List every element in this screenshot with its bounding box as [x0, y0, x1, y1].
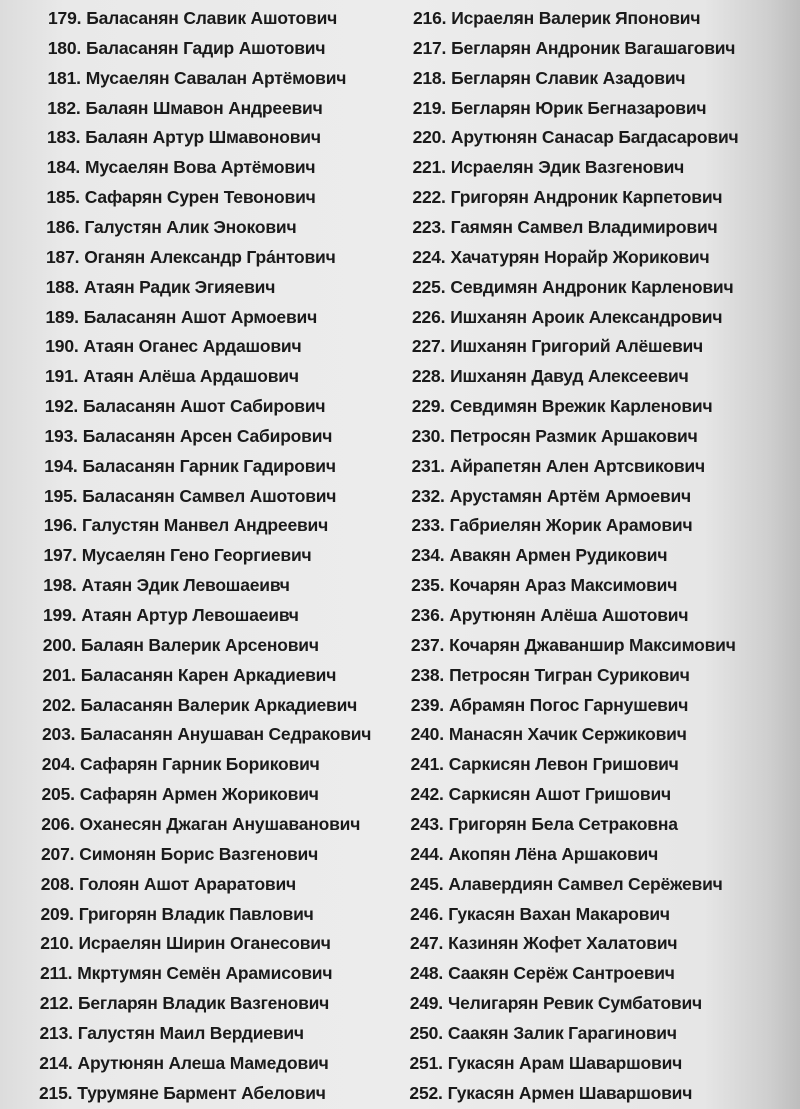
list-item [412, 331, 703, 361]
entry-number: 227. [411, 336, 446, 357]
entry-number: 226. [412, 306, 446, 327]
entry-full-name: Абрамян Погос Гарнушевич [448, 694, 689, 715]
entry-number: 185. [46, 187, 80, 208]
entry-number: 233. [411, 515, 445, 536]
entry-full-name: Авакян Армен Рудикович [449, 545, 668, 566]
entry-number: 249. [409, 993, 443, 1014]
entry-full-name: Исраелян Эдик Вазгенович [450, 157, 685, 178]
entry-number: 196. [43, 515, 78, 536]
entry-full-name: Мусаелян Савалан Артёмович [85, 67, 347, 88]
list-item [410, 899, 670, 929]
entry-number: 232. [411, 485, 445, 506]
entry-number: 229. [411, 396, 445, 417]
entry-number: 250. [409, 1022, 443, 1043]
list-item [412, 361, 689, 391]
entry-full-name: Петросян Размик Аршакович [449, 425, 698, 446]
entry-number: 186. [46, 216, 80, 237]
entry-full-name: Голоян Ашот Араратович [79, 873, 297, 894]
list-item [41, 809, 360, 839]
entry-full-name: Кочарян Араз Максимович [449, 575, 678, 596]
entry-full-name: Сафарян Гарник Борикович [80, 754, 320, 775]
entry-full-name: Арутюнян Санасар Багдасарович [450, 127, 739, 148]
entry-number: 243. [410, 813, 444, 834]
list-item [412, 272, 733, 302]
entry-number: 180. [47, 37, 82, 58]
entry-number: 214. [39, 1052, 73, 1073]
entry-number: 221. [412, 157, 446, 178]
entry-full-name: Ишханян Давуд Алексеевич [450, 366, 689, 387]
entry-number: 246. [410, 903, 444, 924]
list-item [46, 272, 275, 302]
list-item [42, 749, 320, 779]
entry-full-name: Гаямян Самвел Владимирович [450, 216, 718, 237]
list-item [46, 212, 296, 242]
entry-number: 191. [45, 366, 79, 387]
list-item [42, 690, 357, 720]
list-item [43, 630, 319, 660]
entry-number: 202. [42, 694, 76, 715]
list-item [413, 122, 739, 152]
list-item [47, 93, 322, 123]
entry-number: 215. [39, 1082, 73, 1103]
list-item [410, 928, 677, 958]
entry-number: 209. [40, 903, 74, 924]
entry-full-name: Атаян Оганес Ардашович [83, 336, 302, 357]
entry-full-name: Ишханян Ароик Александрович [450, 306, 723, 327]
list-item [411, 540, 667, 570]
entry-full-name: Петросян Тигран Сурикович [449, 664, 690, 685]
entry-full-name: Баласанян Гадир Ашотович [86, 37, 326, 58]
entry-number: 179. [48, 8, 82, 28]
entry-full-name: Хачатурян Норайр Жорикович [450, 246, 710, 267]
entry-number: 203. [42, 724, 76, 745]
entry-number: 239. [410, 694, 444, 715]
entry-number: 244. [410, 843, 444, 864]
list-item [411, 749, 679, 779]
list-item [40, 1018, 304, 1048]
entry-number: 208. [40, 873, 75, 894]
entry-number: 217. [412, 37, 447, 58]
list-item [411, 510, 692, 540]
entry-number: 184. [46, 157, 81, 178]
entry-full-name: Балаян Шмавон Андреевич [85, 97, 323, 118]
list-item [40, 928, 331, 958]
entry-full-name: Баласанян Валерик Аркадиевич [80, 694, 358, 715]
list-item [44, 510, 328, 540]
entry-full-name: Гукасян Арам Шаваршович [447, 1052, 683, 1073]
entry-full-name: Баласанян Славик Ашотович [86, 8, 338, 28]
entry-number: 204. [41, 754, 76, 775]
entry-full-name: Саркисян Ашот Гришович [448, 784, 672, 805]
list-item [44, 540, 312, 570]
entry-full-name: Исраелян Валерик Японович [451, 8, 701, 28]
list-item [411, 690, 688, 720]
entry-full-name: Севдимян Врежик Карленович [449, 396, 713, 417]
entry-full-name: Галустян Маил Вердиевич [77, 1022, 304, 1043]
entry-number: 242. [410, 784, 444, 805]
list-item [410, 1048, 683, 1078]
entry-number: 201. [42, 664, 76, 685]
entry-full-name: Челигарян Ревик Сумбатович [447, 993, 703, 1014]
entry-full-name: Бегларян Юрик Бегназарович [450, 97, 707, 118]
list-item [47, 122, 321, 152]
list-item [45, 421, 333, 451]
entry-full-name: Сафарян Армен Жорикович [79, 784, 319, 805]
entry-full-name: Ишханян Григорий Алёшевич [450, 336, 704, 357]
entry-number: 205. [41, 784, 75, 805]
entry-full-name: Григорян Бела Сетраковна [448, 813, 678, 834]
entry-full-name: Саакян Серёж Сантроевич [448, 963, 675, 984]
entry-number: 200. [42, 634, 77, 655]
list-item [410, 809, 677, 839]
entry-full-name: Галустян Алик Энокович [84, 216, 297, 237]
entry-full-name: Гукасян Вахан Макарович [448, 903, 670, 924]
entry-full-name: Саркисян Левон Гришович [448, 754, 679, 775]
entry-full-name: Симонян Борис Вазгенович [79, 843, 319, 864]
list-item [410, 958, 675, 988]
list-item [48, 63, 347, 93]
list-item [410, 839, 658, 869]
entry-full-name: Мусаелян Вова Артёмович [85, 157, 316, 178]
entry-full-name: Акопян Лёна Аршакович [448, 843, 659, 864]
entry-number: 190. [45, 336, 79, 357]
list-item [411, 570, 677, 600]
list-item [48, 3, 337, 33]
entry-number: 234. [411, 545, 445, 566]
entry-full-name: Исраелян Ширин Оганесович [78, 933, 331, 954]
list-item [412, 302, 722, 332]
list-item [41, 839, 318, 869]
list-item [409, 1078, 692, 1108]
list-item [413, 33, 735, 63]
entry-number: 210. [40, 933, 74, 954]
entry-number: 222. [412, 187, 446, 208]
entry-full-name: Бегларян Владик Вазгенович [78, 993, 330, 1014]
entry-full-name: Атаян Радик Эгияевич [84, 276, 276, 297]
list-item [41, 869, 296, 899]
list-item [412, 212, 717, 242]
list-item [412, 451, 705, 481]
list-item [48, 33, 326, 63]
list-item [43, 600, 299, 630]
list-item [47, 152, 316, 182]
list-item [411, 660, 690, 690]
entry-full-name: Мусаелян Гено Георгиевич [81, 545, 312, 566]
entry-number: 183. [47, 127, 81, 148]
entry-full-name: Манасян Хачик Сержикович [448, 724, 687, 745]
entry-number: 188. [45, 276, 80, 297]
entry-number: 192. [44, 396, 79, 417]
entry-full-name: Баласанян Анушаван Седракович [80, 724, 372, 745]
list-item [410, 869, 723, 899]
entry-full-name: Баласанян Гарник Гадирович [82, 455, 336, 476]
entry-full-name: Арутюнян Алеша Мамедович [77, 1052, 329, 1073]
list-item [45, 391, 326, 421]
entry-full-name: Саакян Залик Гарагинович [447, 1022, 677, 1043]
list-item [41, 899, 314, 929]
entry-number: 181. [47, 67, 81, 88]
entry-full-name: Бегларян Славик Азадович [451, 67, 686, 88]
list-item [47, 182, 316, 212]
entry-full-name: Балаян Артур Шмавонович [85, 127, 321, 148]
entry-number: 241. [410, 754, 444, 775]
entry-number: 206. [41, 813, 75, 834]
entry-full-name: Севдимян Андроник Карленович [450, 276, 734, 297]
entry-number: 237. [410, 634, 445, 655]
list-item [412, 391, 713, 421]
entry-full-name: Атаян Артур Левошаеивч [81, 605, 299, 625]
entry-number: 231. [411, 455, 445, 476]
entry-number: 197. [43, 545, 77, 566]
entry-number: 212. [39, 993, 74, 1014]
entry-full-name: Казинян Жофет Халатович [448, 933, 678, 954]
entry-full-name: Арутюнян Алёша Ашотович [449, 605, 689, 625]
list-item [413, 3, 700, 33]
entry-number: 219. [412, 97, 446, 118]
entry-full-name: Кочарян Джаваншир Максимович [449, 634, 736, 655]
entry-number: 223. [412, 216, 446, 237]
list-item [45, 361, 299, 391]
entry-number: 187. [46, 246, 80, 267]
entry-number: 216. [413, 8, 447, 28]
list-item [43, 660, 337, 690]
entry-full-name: Баласанян Ашот Сабирович [83, 396, 326, 417]
list-item [39, 1078, 326, 1108]
entry-full-name: Сафарян Сурен Тевонович [84, 187, 316, 208]
list-item [411, 719, 687, 749]
list-item [46, 302, 318, 332]
list-item [413, 63, 686, 93]
list-item [412, 182, 722, 212]
list-item [42, 779, 319, 809]
entry-number: 252. [409, 1082, 443, 1103]
entry-full-name: Гукасян Армен Шаваршович [447, 1082, 693, 1103]
entry-full-name: Алавердиян Самвел Серёжевич [448, 873, 723, 894]
entry-number: 251. [409, 1052, 443, 1073]
entry-number: 193. [44, 425, 78, 446]
list-item [411, 630, 736, 660]
entry-number: 182. [47, 97, 81, 118]
entry-number: 225. [412, 276, 446, 297]
list-item [39, 1048, 328, 1078]
entry-full-name: Мкртумян Семён Арамисович [77, 963, 333, 984]
entry-full-name: Габриелян Жорик Арамович [449, 515, 693, 536]
entry-number: 198. [43, 575, 77, 596]
entry-full-name: Арустамян Артём Армоевич [449, 485, 692, 506]
entry-number: 195. [44, 485, 78, 506]
entry-number: 230. [411, 425, 445, 446]
entry-full-name: Галустян Манвел Андреевич [82, 515, 329, 536]
entry-number: 189. [45, 306, 79, 327]
entry-number: 228. [411, 366, 446, 387]
entry-number: 224. [412, 246, 446, 267]
list-item [412, 242, 709, 272]
list-item [410, 1018, 677, 1048]
list-item [44, 451, 336, 481]
entry-full-name: Оханесян Джаган Анушаванович [79, 813, 361, 834]
entry-full-name: Атаян Алёша Ардашович [83, 366, 299, 387]
list-item [413, 152, 685, 182]
entry-number: 194. [44, 455, 78, 476]
list-item [410, 988, 702, 1018]
entry-number: 238. [410, 664, 445, 685]
list-item [411, 481, 691, 511]
entry-number: 218. [412, 67, 447, 88]
list-item [42, 719, 371, 749]
entry-full-name: Бегларян Андроник Вагашагович [451, 37, 736, 58]
list-item [412, 421, 698, 451]
entry-number: 199. [43, 605, 77, 625]
entry-number: 235. [411, 575, 445, 596]
entry-full-name: Баласанян Самвел Ашотович [82, 485, 337, 506]
entry-full-name: Атаян Эдик Левошаеивч [81, 575, 290, 596]
entry-number: 211. [40, 963, 73, 984]
entry-full-name: Баласанян Арсен Сабирович [82, 425, 333, 446]
entry-full-name: Оганян Александр Гра́нтович [84, 246, 336, 267]
entry-number: 213. [39, 1022, 73, 1043]
entry-number: 245. [410, 873, 444, 894]
list-item [44, 481, 336, 511]
entry-full-name: Турумяне Бармент Абелович [77, 1082, 326, 1103]
entry-full-name: Баласанян Карен Аркадиевич [80, 664, 337, 685]
entry-full-name: Балаян Валерик Арсенович [81, 634, 319, 655]
list-item [43, 570, 289, 600]
list-item [40, 958, 332, 988]
entry-full-name: Айрапетян Ален Артсвикович [449, 455, 705, 476]
entry-number: 207. [41, 843, 75, 864]
entry-number: 248. [409, 963, 444, 984]
list-item [40, 988, 329, 1018]
entry-number: 240. [410, 724, 444, 745]
list-item [411, 600, 688, 630]
entry-number: 236. [411, 605, 445, 625]
list-item [413, 93, 707, 123]
list-item [410, 779, 671, 809]
entry-full-name: Григорян Андроник Карпетович [450, 187, 723, 208]
entry-full-name: Баласанян Ашот Армоевич [83, 306, 318, 327]
entry-full-name: Григорян Владик Павлович [78, 903, 314, 924]
entry-number: 220. [412, 127, 446, 148]
list-item [46, 242, 336, 272]
entry-number: 247. [409, 933, 444, 954]
list-item [45, 331, 301, 361]
